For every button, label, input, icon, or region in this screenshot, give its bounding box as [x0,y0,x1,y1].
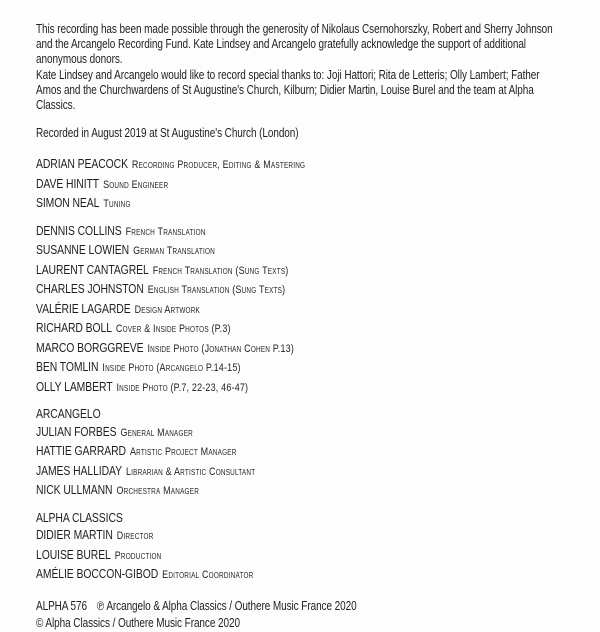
credit-role: Recording Producer, Editing & Mastering [131,159,306,172]
credit-line [36,300,566,320]
credit-person-name: DENNIS COLLINS [36,222,122,238]
credit-block [36,509,566,585]
credit-person-name: LOUISE BUREL [36,546,111,562]
organization-name: ALPHA CLASSICS [36,509,123,525]
credit-person-name: DAVE HINITT [36,175,100,191]
credits-page-content [36,22,566,632]
credit-line [36,442,566,462]
credit-role: Director [116,530,154,543]
credit-role: Production [114,549,162,562]
credit-person-name: HATTIE GARRARD [36,443,126,459]
credit-block [36,155,566,214]
credit-line [36,565,566,585]
credits-section [36,155,566,585]
credit-person-name: NICK ULLMANN [36,482,113,498]
phonogram-rights-text: ℗ Arcangelo & Alpha Classics / Outhere Music France 2020 [96,598,357,613]
credit-group-header [36,509,566,527]
credit-line [36,155,566,175]
acknowledgements [36,22,566,113]
credit-line [36,378,566,398]
credit-role: Design Artwork [134,303,201,316]
credit-line [36,423,566,443]
credit-role: German Translation [133,245,215,258]
credit-role: Tuning [103,198,131,211]
credit-group-header [36,405,566,423]
credit-line [36,526,566,546]
credit-block [36,405,566,501]
credit-person-name: VALÉRIE LAGARDE [36,300,131,316]
credit-person-name: SIMON NEAL [36,195,100,211]
credit-person-name: ADRIAN PEACOCK [36,156,128,172]
credit-line [36,339,566,359]
credit-person-name: BEN TOMLIN [36,359,99,375]
credit-line [36,462,566,482]
credit-role: English Translation (Sung Texts) [147,284,286,297]
credit-line [36,358,566,378]
credit-line [36,222,566,242]
credit-line [36,319,566,339]
organization-name: ARCANGELO [36,406,101,422]
credit-role: Inside Photo (Jonathan Cohen P.13) [147,342,295,355]
credit-role: Artistic Project Manager [129,446,237,459]
credit-role: Inside Photo (Arcangelo P.14-15) [102,362,241,375]
credit-role: Inside Photo (P.7, 22-23, 46-47) [116,381,249,394]
credit-role: French Translation [125,225,206,238]
credit-line [36,481,566,501]
credit-line [36,546,566,566]
credit-role: French Translation (Sung Texts) [152,264,289,277]
phonogram-line [36,598,566,615]
credit-line [36,175,566,195]
credit-role: Orchestra Manager [116,485,200,498]
credit-person-name: CHARLES JOHNSTON [36,281,144,297]
special-thanks-paragraph: Kate Lindsey and Arcangelo would like to record special thanks to: Joji Hattori; Rita de Letteris; Olly Lambert; Father Amos and the Churchwardens of St Augustine's Church, Kilburn; Didier Martin, Louise Burel and the team at Alpha Classics. [36,67,540,113]
credit-line [36,194,566,214]
credit-person-name: JULIAN FORBES [36,423,117,439]
credit-person-name: DIDIER MARTIN [36,527,113,543]
credit-person-name: LAURENT CANTAGREL [36,261,149,277]
credit-person-name: RICHARD BOLL [36,320,112,336]
credit-person-name: MARCO BORGGREVE [36,339,144,355]
recording-location-line: Recorded in August 2019 at St Augustine's Church (London) [36,126,299,141]
credit-role: Editorial Coordinator [162,569,254,582]
credit-block [36,222,566,398]
copyright-line: © Alpha Classics / Outhere Music France 2020 [36,615,240,630]
credit-line [36,241,566,261]
credit-role: Cover & Inside Photos (P.3) [115,323,231,336]
label-footer [36,598,566,632]
credit-person-name: SUSANNE LOWIEN [36,242,130,258]
credit-person-name: JAMES HALLIDAY [36,462,122,478]
credit-person-name: AMÉLIE BOCCON-GIBOD [36,566,159,582]
credit-role: General Manager [120,426,193,439]
credit-person-name: OLLY LAMBERT [36,378,113,394]
credit-line [36,261,566,281]
donors-paragraph: This recording has been made possible through the generosity of Nikolaus Csernohorszky, Robert and Sherry Johnson and the Arcangelo Recording Fund. Kate Lindsey and Arcangelo gratefully acknowledge the support of additional anonymous donors. [36,22,553,67]
credit-role: Sound Engineer [103,178,169,191]
credit-role: Librarian & Artistic Consultant [125,465,256,478]
credit-line [36,280,566,300]
catalog-number: ALPHA 576 [36,598,87,613]
